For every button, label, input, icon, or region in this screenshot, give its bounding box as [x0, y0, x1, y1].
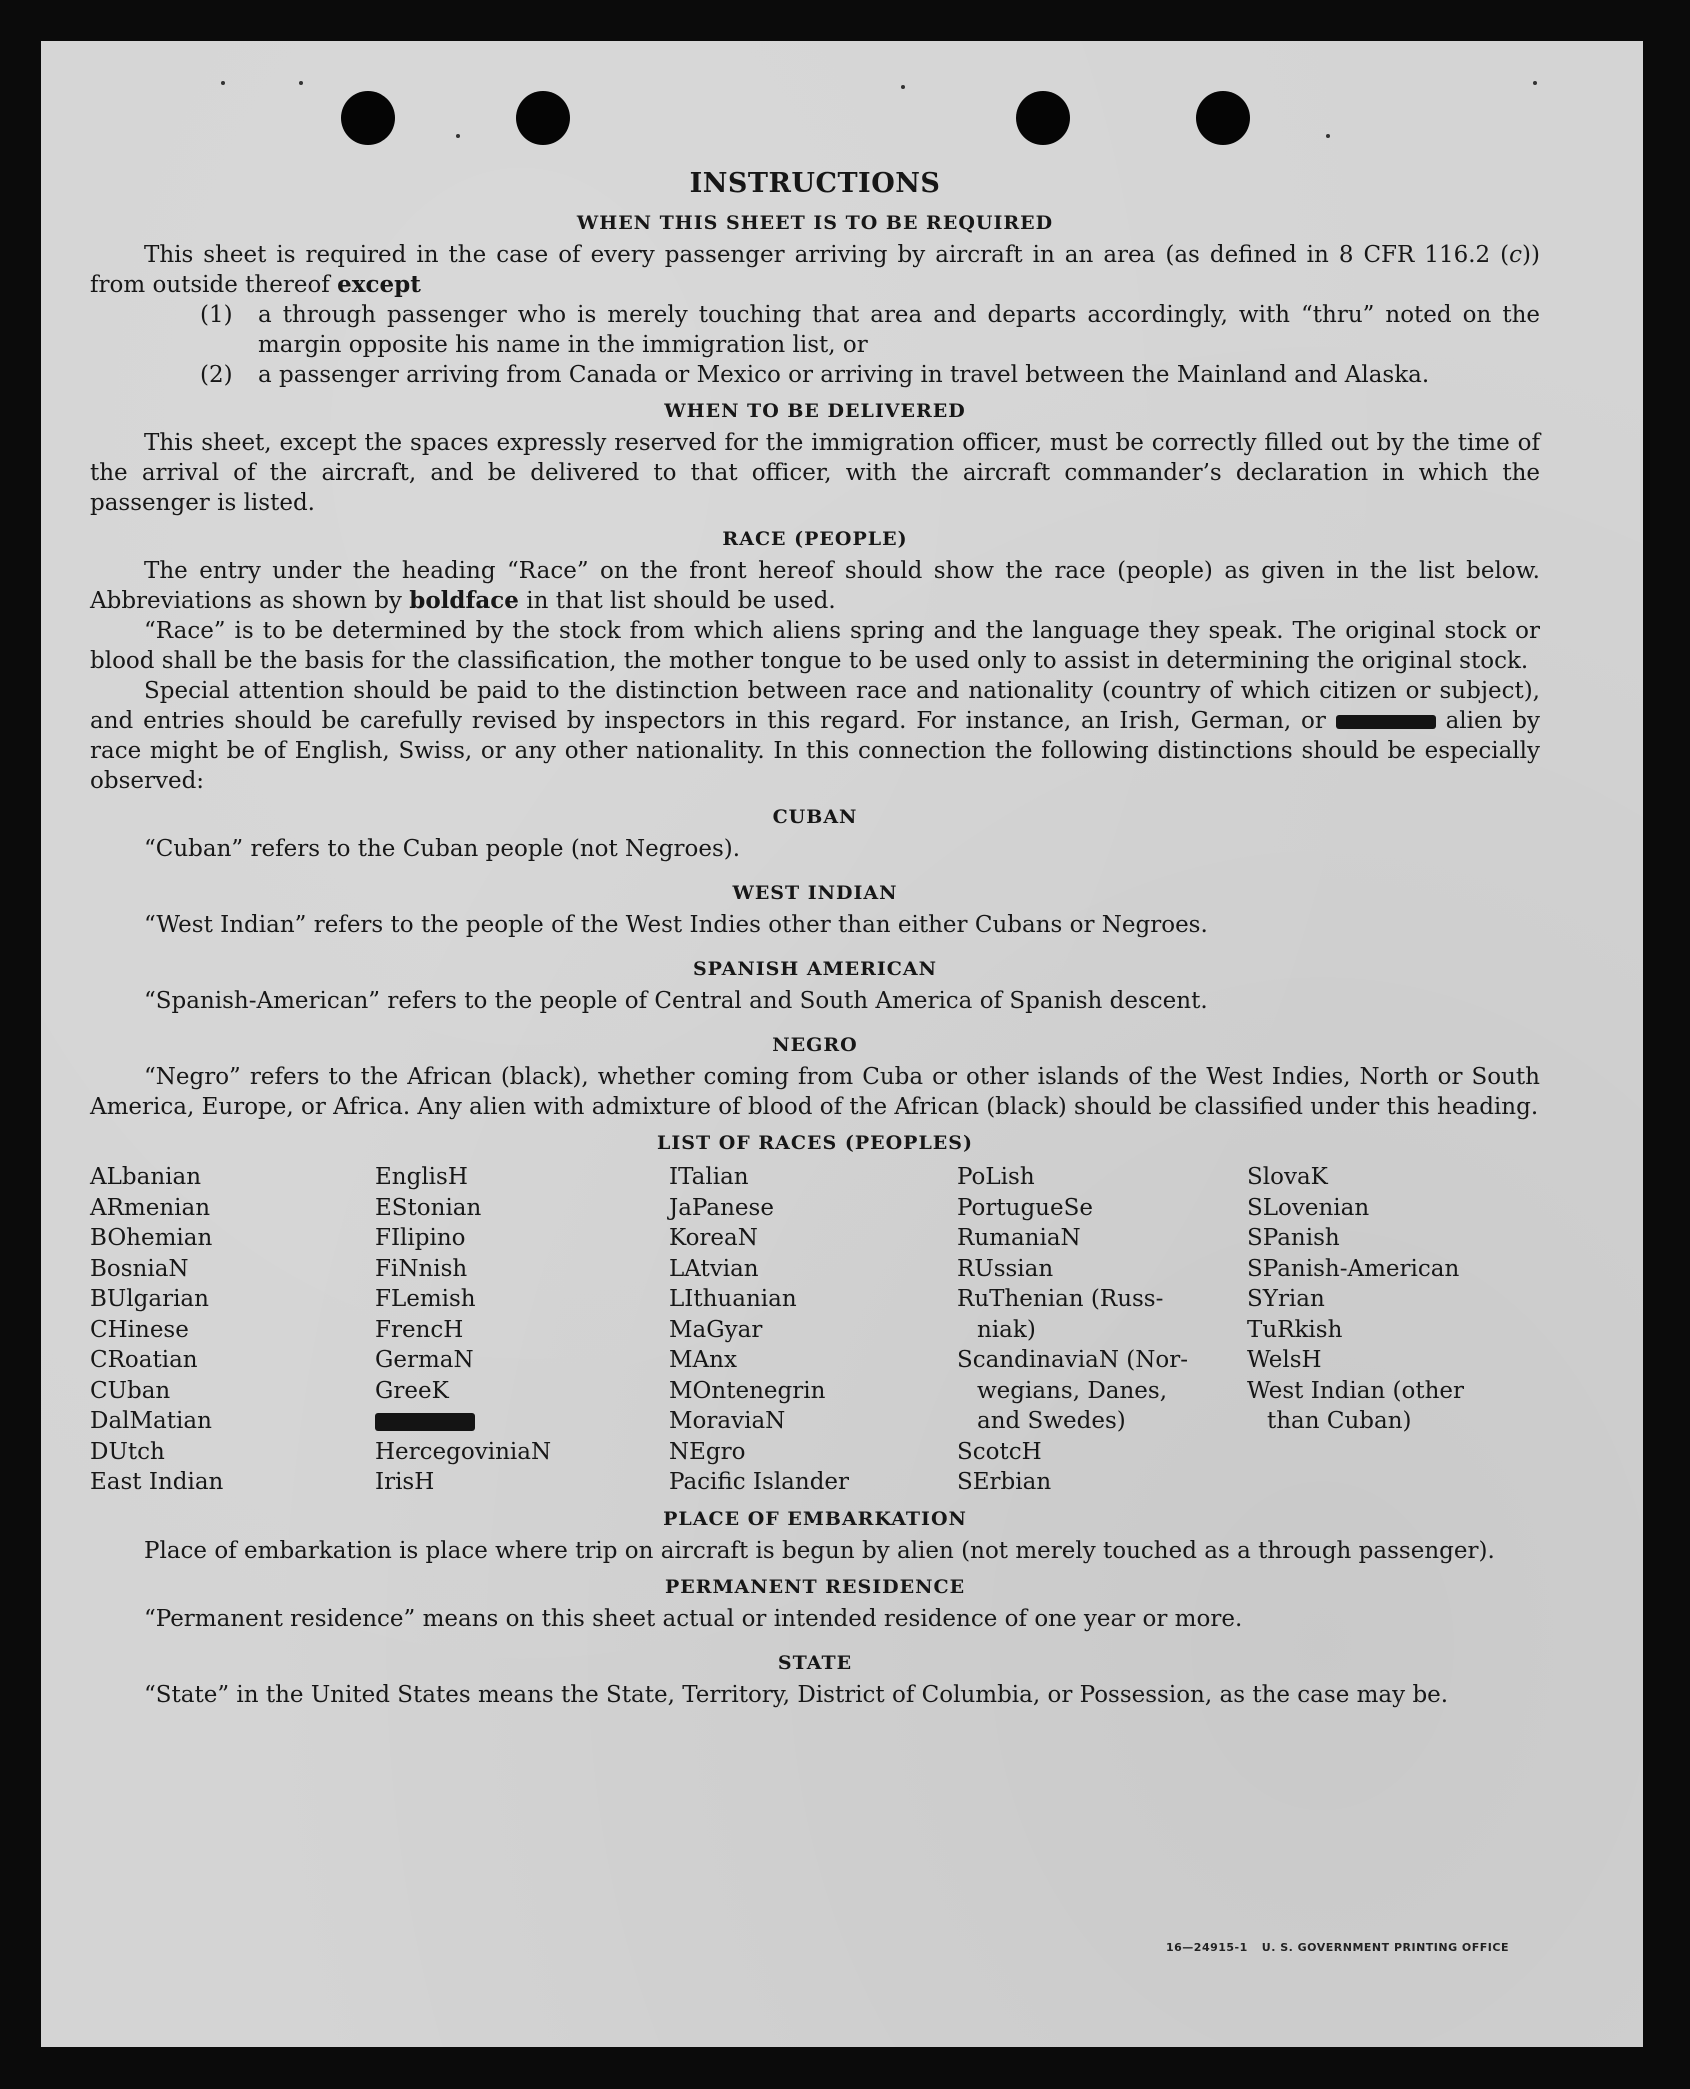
speck	[299, 81, 303, 85]
printer-footer	[1152, 1941, 1509, 1954]
instructions-content	[90, 166, 1540, 1710]
cuban-text: “Cuban” refers to the Cuban people (not Negroes).	[144, 836, 741, 862]
race-entry: wegians, Danes,	[977, 1377, 1168, 1404]
state-text: “State” in the United States means the State, Territory, District of Columbia, or Possession, as the case may be.	[144, 1681, 1449, 1708]
race-entry: JaPanese	[669, 1194, 774, 1221]
section-heading-west-indian: WEST INDIAN	[732, 882, 898, 904]
exception-item	[90, 300, 1540, 360]
form-number: 16—24915-1	[1165, 1941, 1248, 1954]
printer-name: U. S. GOVERNMENT PRINTING OFFICE	[1261, 1941, 1509, 1954]
section-heading-delivered: WHEN TO BE DELIVERED	[664, 400, 966, 422]
race-entry: MAnx	[669, 1347, 737, 1373]
race-text: alien by race might be of English, Swiss, or any other nationality. In this connection the following distinctions should be especially observed:	[90, 708, 1541, 794]
exception-item	[90, 360, 1540, 390]
race-entry: FLemish	[375, 1286, 476, 1312]
race-entry: LAtvian	[669, 1255, 759, 1282]
speck	[901, 85, 905, 89]
race-entry: CUban	[90, 1377, 171, 1404]
race-column	[375, 1162, 669, 1498]
race-entry: ScotcH	[957, 1438, 1042, 1465]
race-entry: GreeK	[375, 1377, 449, 1404]
section-heading-embarkation: PLACE OF EMBARKATION	[663, 1507, 967, 1530]
section-heading-list-of-races: LIST OF RACES (PEOPLES)	[657, 1132, 973, 1154]
race-text: Special attention should be paid to the distinction between race and nationality (country of which citizen or subject), and entries should be carefully revised by inspectors in this regard. For instance, an Irish, German, or	[90, 678, 1540, 734]
race-entry: LIthuanian	[669, 1286, 797, 1312]
section-heading-required: WHEN THIS SHEET IS TO BE REQUIRED	[576, 212, 1054, 234]
redaction-mark	[375, 1413, 475, 1431]
section-heading-residence: PERMANENT RESIDENCE	[664, 1575, 966, 1598]
race-entry: FiNnish	[375, 1255, 468, 1282]
race-entry: KoreaN	[669, 1225, 758, 1251]
item-number: (1)	[200, 302, 233, 328]
race-column	[90, 1162, 375, 1498]
race-text: The entry under the heading “Race” on the front hereof should show the race (people) as given in the list below. Abbreviations as shown by	[90, 558, 1540, 614]
item-text: a passenger arriving from Canada or Mexico or arriving in travel between the Mainland and Alaska.	[258, 362, 1430, 388]
speck	[1533, 81, 1537, 85]
race-entry: EnglisH	[375, 1164, 468, 1190]
item-number: (2)	[200, 362, 233, 388]
document-page	[41, 41, 1643, 2047]
speck	[221, 81, 225, 85]
race-paragraph	[90, 556, 1540, 616]
race-entry: CHinese	[90, 1316, 189, 1343]
section-heading-race: RACE (PEOPLE)	[722, 528, 908, 550]
spanish-american-text: “Spanish-American” refers to the people of Central and South America of Spanish descent.	[144, 988, 1208, 1014]
race-entry: WelsH	[1247, 1347, 1322, 1373]
race-entry: MOntenegrin	[669, 1377, 826, 1404]
race-entry: West Indian (other	[1247, 1377, 1465, 1404]
race-entry: SLovenian	[1247, 1194, 1370, 1221]
race-entry: SYrian	[1247, 1286, 1325, 1312]
race-entry: than Cuban)	[1267, 1408, 1412, 1434]
race-entry: FIlipino	[375, 1225, 466, 1251]
race-bold: boldface	[409, 587, 519, 614]
intro-text: This sheet is required in the case of every passenger arriving by aircraft in an area (as defined in 8 CFR 116.2 (	[144, 242, 1510, 268]
race-paragraph	[90, 676, 1540, 796]
race-entry: DalMatian	[90, 1408, 212, 1434]
race-list	[90, 1162, 1540, 1498]
race-entry: SErbian	[957, 1469, 1052, 1495]
race-column	[669, 1162, 957, 1498]
race-entry: CRoatian	[90, 1347, 198, 1373]
race-entry: RuThenian (Russ-	[957, 1286, 1164, 1312]
section-heading-cuban: CUBAN	[772, 806, 858, 828]
race-entry: PortugueSe	[957, 1194, 1093, 1221]
section-heading-spanish-american: SPANISH AMERICAN	[692, 958, 938, 980]
race-entry: HercegoviniaN	[375, 1438, 552, 1465]
race-entry: BOhemian	[90, 1225, 213, 1251]
race-entry: BosniaN	[90, 1255, 189, 1282]
race-entry: NEgro	[669, 1438, 746, 1465]
redaction-mark	[1336, 715, 1436, 729]
race-column	[957, 1162, 1247, 1498]
section-heading-state: STATE	[777, 1651, 853, 1674]
item-text: a through passenger who is merely touching that area and departs accordingly, with “thru” noted on the margin opposite his name in the immigration list, or	[258, 302, 1540, 358]
intro-text: )) from outside thereof	[90, 242, 1540, 298]
punch-hole	[1196, 91, 1250, 145]
race-entry: ScandinaviaN (Nor-	[957, 1347, 1188, 1373]
race-entry: niak)	[977, 1316, 1036, 1343]
race-entry: and Swedes)	[977, 1408, 1126, 1434]
race-entry: GermaN	[375, 1347, 474, 1373]
race-entry: FrencH	[375, 1316, 464, 1343]
race-entry: SlovaK	[1247, 1164, 1328, 1190]
page-title: INSTRUCTIONS	[689, 168, 941, 199]
race-entry: SPanish	[1247, 1225, 1340, 1251]
speck	[1326, 134, 1330, 138]
race-entry: TuRkish	[1247, 1316, 1343, 1343]
intro-italic: c	[1509, 242, 1523, 268]
west-indian-text: “West Indian” refers to the people of the West Indies other than either Cubans or Negroes.	[144, 912, 1208, 938]
race-entry: Pacific Islander	[669, 1469, 850, 1495]
race-entry: ARmenian	[90, 1194, 211, 1221]
race-entry: RumaniaN	[957, 1225, 1081, 1251]
race-entry: DUtch	[90, 1438, 165, 1465]
race-column	[1247, 1162, 1537, 1498]
punch-hole	[516, 91, 570, 145]
race-entry: EStonian	[375, 1194, 482, 1221]
race-paragraph: “Race” is to be determined by the stock from which aliens spring and the language they speak. The original stock or blood shall be the basis for the classification, the mother tongue to be used only to assist in determining the original stock.	[90, 618, 1540, 674]
intro-except: except	[337, 271, 421, 298]
section-heading-negro: NEGRO	[772, 1034, 858, 1056]
race-entry: East Indian	[90, 1469, 224, 1495]
race-entry: BUlgarian	[90, 1286, 209, 1312]
race-entry: MoraviaN	[669, 1408, 786, 1434]
embarkation-text: Place of embarkation is place where trip on aircraft is begun by alien (not merely touched as a through passenger).	[144, 1537, 1495, 1564]
punch-hole	[1016, 91, 1070, 145]
race-text: in that list should be used.	[518, 588, 836, 614]
speck	[456, 134, 460, 138]
race-entry: ALbanian	[90, 1164, 202, 1190]
race-entry-redacted	[375, 1406, 669, 1437]
race-entry: SPanish-American	[1247, 1255, 1460, 1282]
race-entry: PoLish	[957, 1164, 1035, 1190]
race-entry: ITalian	[669, 1164, 749, 1190]
race-entry: IrisH	[375, 1469, 435, 1495]
negro-text: “Negro” refers to the African (black), whether coming from Cuba or other islands of the West Indies, North or South America, Europe, or Africa. Any alien with admixture of blood of the African (black) should be classified under this heading.	[90, 1064, 1540, 1120]
required-intro	[90, 240, 1540, 300]
punch-hole	[341, 91, 395, 145]
delivered-text: This sheet, except the spaces expressly reserved for the immigration officer, must be correctly filled out by the time of the arrival of the aircraft, and be delivered to that officer, with the aircraft commander’s declaration in which the passenger is listed.	[90, 430, 1540, 516]
residence-text: “Permanent residence” means on this sheet actual or intended residence of one year or more.	[144, 1605, 1243, 1632]
race-entry: MaGyar	[669, 1316, 763, 1343]
race-entry: RUssian	[957, 1255, 1054, 1282]
